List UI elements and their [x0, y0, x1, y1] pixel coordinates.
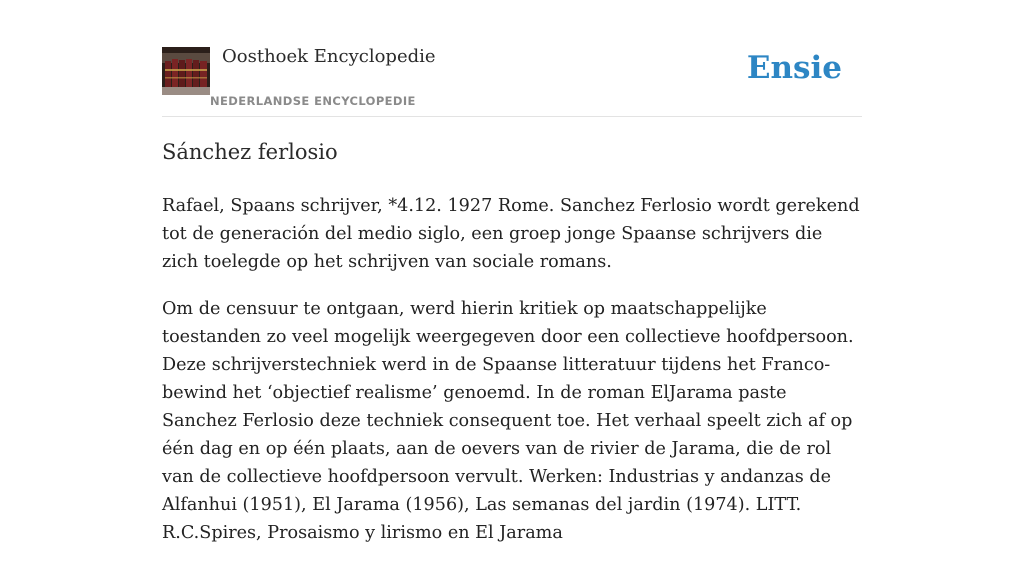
avatar[interactable]	[162, 47, 210, 95]
article-paragraph: Om de censuur te ontgaan, werd hierin kritiek op maatschappelijke toestanden zo veel mogelijk weergegeven door een collectieve hoofdpersoon. Deze schrijverstechniek werd in de Spaanse litteratuur tijdens het Franco-bewind het ‘objectief realisme’ genoemd. In de roman ElJarama paste Sanchez Ferlosio deze techniek consequent toe. Het verhaal speelt zich af op één dag en op één plaats, aan de oevers van de rivier de Jarama, die de rol van de collectieve hoofdpersoon vervult. Werken: Industrias y andanzas de Alfanhui (1951), El Jarama (1956), Las semanas del jardin (1974). LITT. R.C.Spires, Prosaismo y lirismo en El Jarama	[162, 299, 854, 543]
site-header	[162, 0, 862, 117]
article-paragraph: Rafael, Spaans schrijver, *4.12. 1927 Rome. Sanchez Ferlosio wordt gerekend tot de generación del medio siglo, een groep jonge Spaanse schrijvers die zich toelegde op het schrijven van sociale romans.	[162, 196, 860, 272]
page-container	[162, 0, 862, 543]
site-subtitle: NEDERLANDSE ENCYCLOPEDIE	[210, 94, 416, 108]
site-title[interactable]: Oosthoek Encyclopedie	[222, 46, 436, 67]
article-title: Sánchez ferlosio	[162, 140, 338, 164]
article-body	[162, 192, 862, 566]
encyclopedia-books-icon	[162, 47, 210, 95]
brand-logo[interactable]: Ensie	[746, 50, 842, 86]
